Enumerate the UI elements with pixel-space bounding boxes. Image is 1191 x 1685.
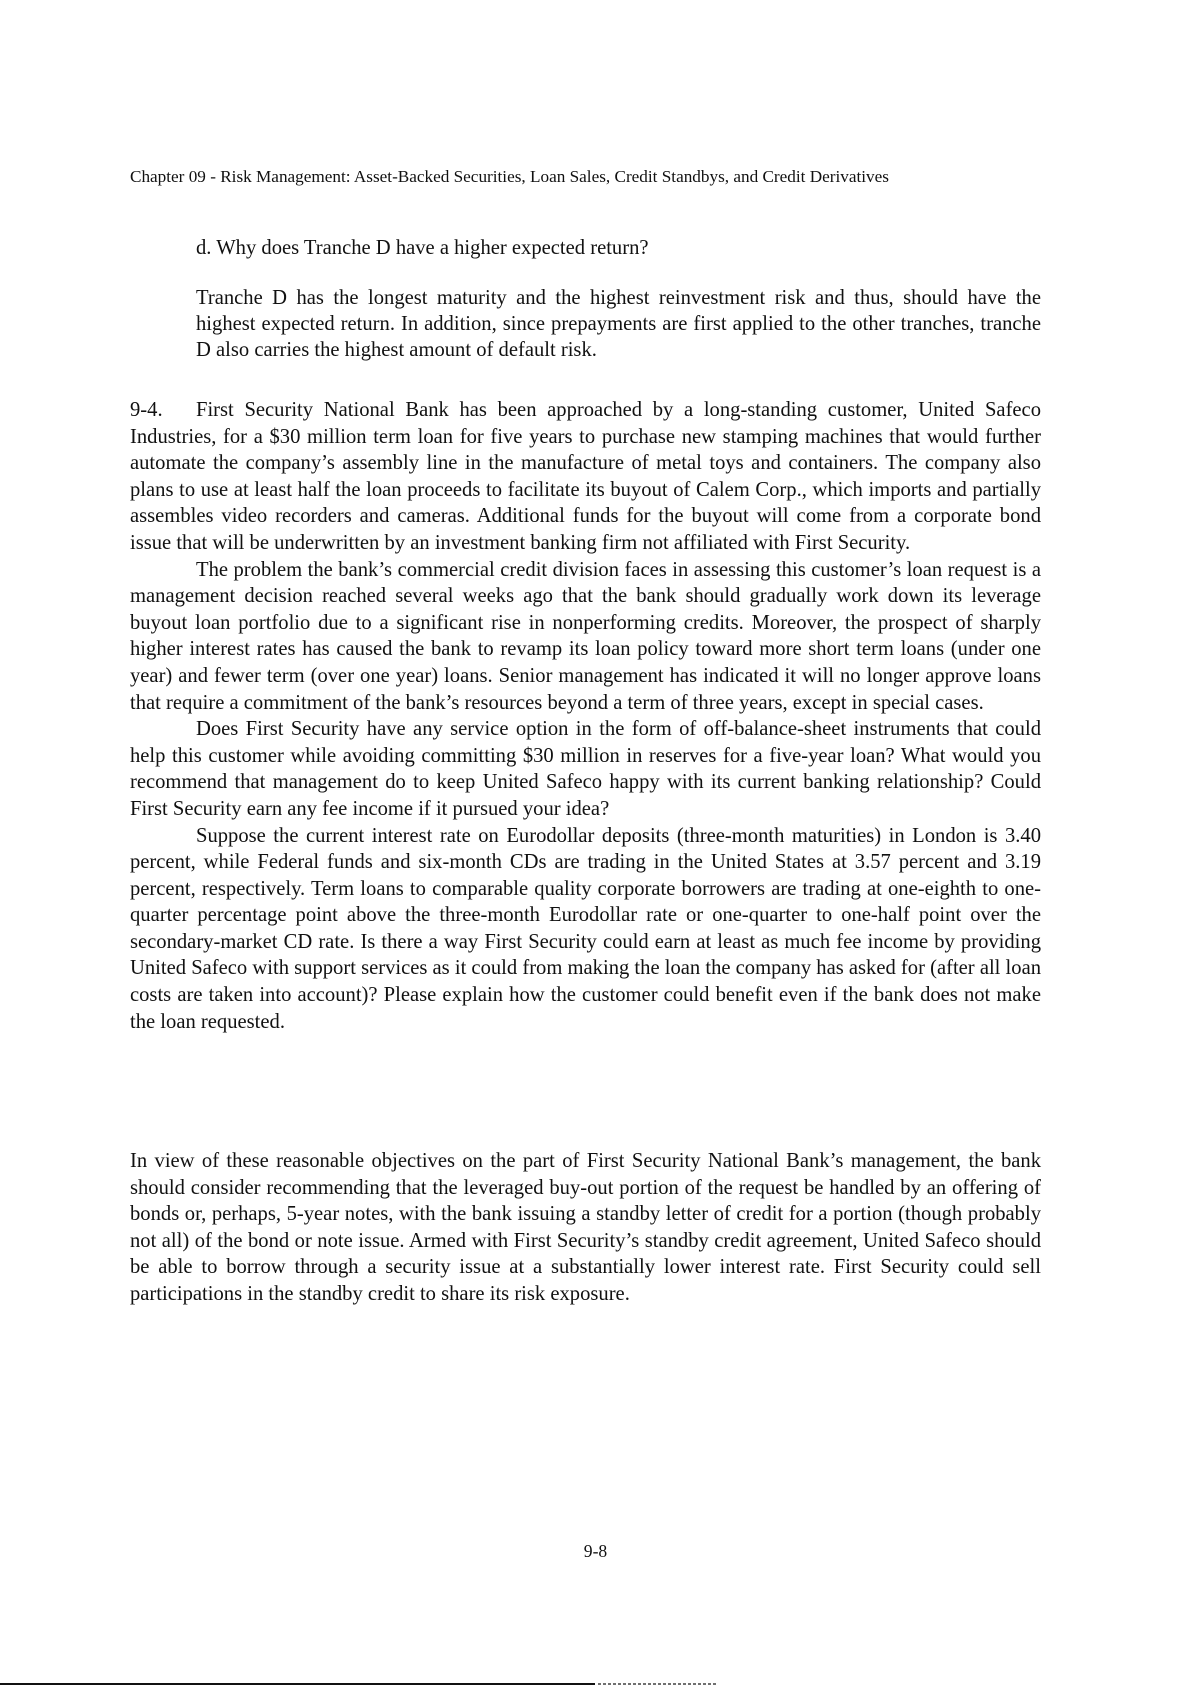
running-header: Chapter 09 - Risk Management: Asset-Backed Securities, Loan Sales, Credit Standbys, and Credit Derivatives [130, 167, 889, 186]
problem-number: 9-4. [130, 399, 163, 421]
problem-paragraph-3: Does First Security have any service option in the form of off-balance-sheet instruments that could help this customer while avoiding committing $30 million in reserves for a five-year loan? What would you recommend that management do to keep United Safeco happy with its current banking relationship? Could First Security earn any fee income if it pursued your idea? [130, 718, 1041, 820]
page-number: 9-8 [583, 1541, 608, 1561]
answer-paragraph: In view of these reasonable objectives on the part of First Security National Bank’s management, the bank should consider recommending that the leveraged buy-out portion of the request be handled by an offering of bonds or, perhaps, 5-year notes, with the bank issuing a standby letter of credit for a portion (though probably not all) of the bond or note issue. Armed with First Security’s standby credit agreement, United Safeco should be able to borrow through a security issue at a substantially lower interest rate. First Security could sell participations in the standby credit to share its risk exposure. [130, 1150, 1041, 1305]
sub-question-d: d. Why does Tranche D have a higher expected return? [196, 237, 649, 259]
answer-9-4 [130, 1148, 1041, 1308]
problem-9-4 [130, 397, 1041, 1035]
problem-paragraph-1 [130, 397, 1041, 557]
problem-paragraph-text: First Security National Bank has been approached by a long-standing customer, United Safeco Industries, for a $30 million term loan for five years to purchase new stamping machines that would further automate the company’s assembly line in the manufacture of metal toys and containers. The company also plans to use at least half the loan proceeds to facilitate its buyout of Calem Corp., which imports and partially assembles video recorders and cameras. Additional funds for the buyout will come from a corporate bond issue that will be underwritten by an investment banking firm not affiliated with First Security. [130, 399, 1041, 554]
sub-answer-d: Tranche D has the longest maturity and the highest reinvestment risk and thus, should have the highest expected return. In addition, since prepayments are first applied to the other tranches, tranche D also carries the highest amount of default risk. [196, 287, 1041, 361]
problem-paragraph-4: Suppose the current interest rate on Eurodollar deposits (three-month maturities) in London is 3.40 percent, while Federal funds and six-month CDs are trading in the United States at 3.57 percent and 3.19 percent, respectively. Term loans to comparable quality corporate borrowers are trading at one-eighth to one-quarter percentage point above the three-month Eurodollar rate or one-quarter to one-half point over the secondary-market CD rate. Is there a way First Security could earn at least as much fee income by providing United Safeco with support services as it could from making the loan the company has asked for (after all loan costs are taken into account)? Please explain how the customer could benefit even if the bank does not make the loan requested. [130, 824, 1042, 1033]
problem-paragraph-2: The problem the bank’s commercial credit division faces in assessing this customer’s loan request is a management decision reached several weeks ago that the bank should gradually work down its leverage buyout loan portfolio due to a significant rise in nonperforming credits. Moreover, the prospect of sharply higher interest rates has caused the bank to revamp its loan policy toward more short term loans (under one year) and fewer term (over one year) loans. Senior management has indicated it will no longer approve loans that require a commitment of the bank’s resources beyond a term of three years, except in special cases. [130, 558, 1041, 714]
